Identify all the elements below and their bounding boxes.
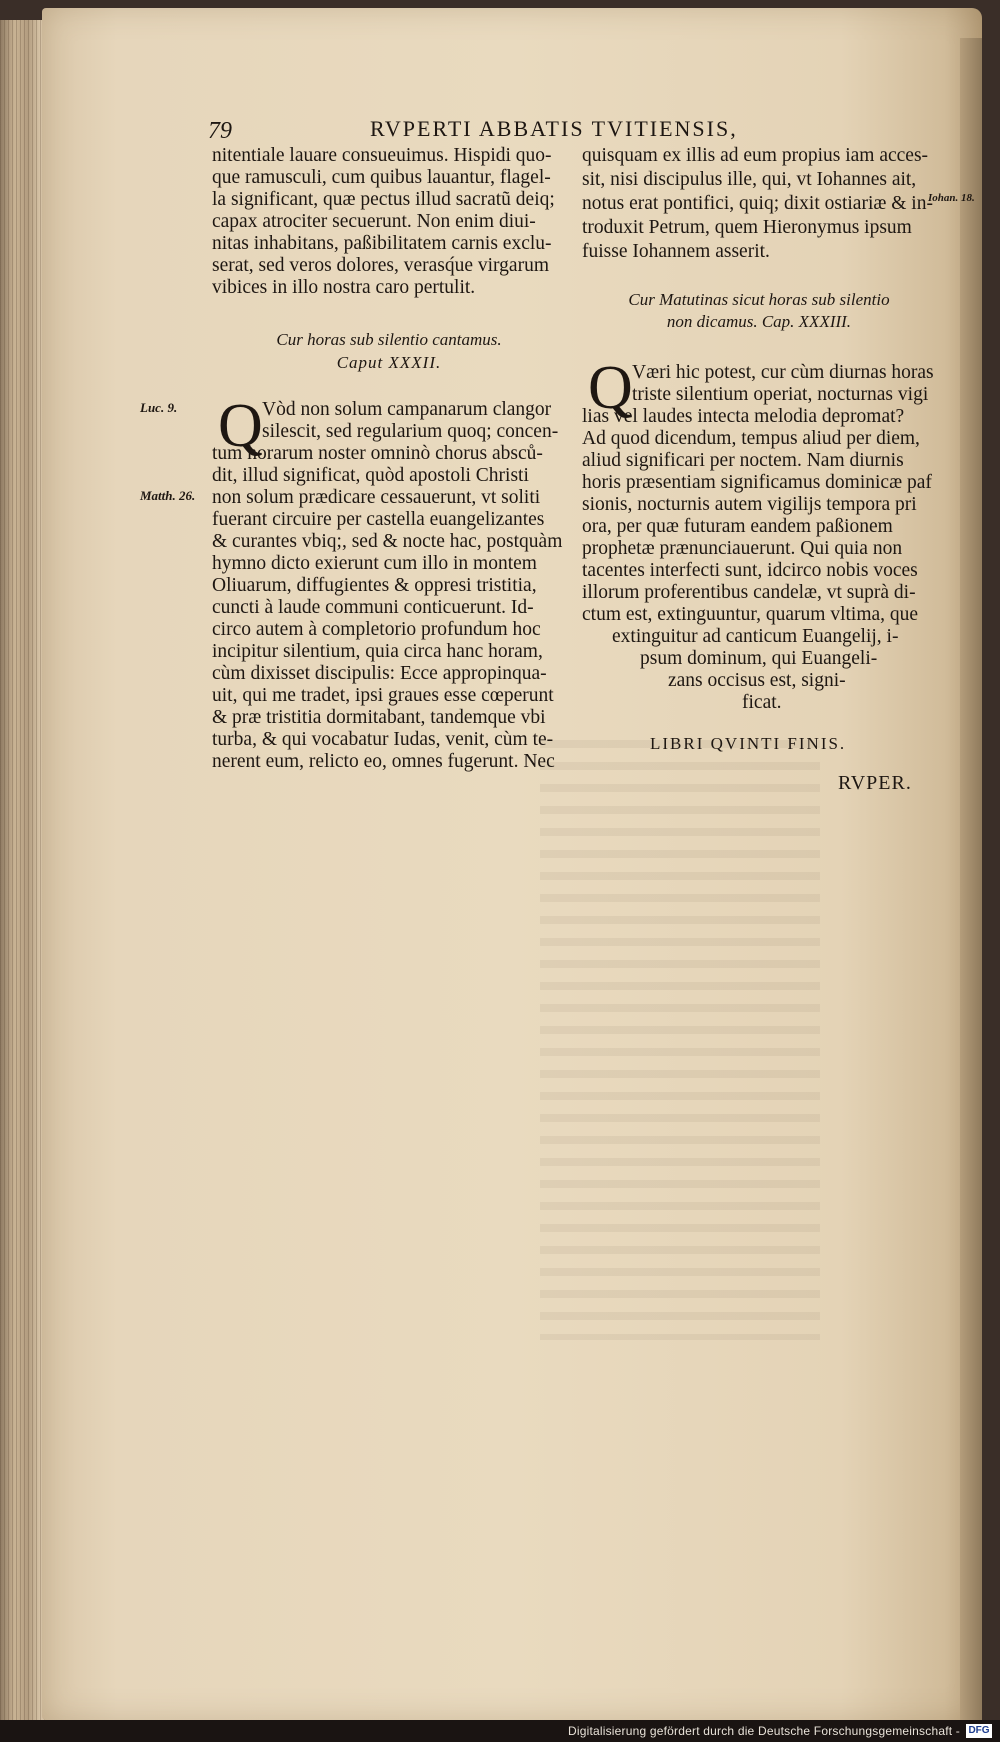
text-line: psum dominum, qui Euangeli- xyxy=(640,648,878,669)
chapter-title-33: Cur Matutinas sicut horas sub silentio xyxy=(628,290,890,309)
text-line: prophetæ prænunciauerunt. Qui quia non xyxy=(582,538,903,559)
text-line: que ramusculi, cum quibus lauantur, flagel- xyxy=(212,167,551,188)
text-line: notus erat pontifici, quiq; dixit ostiariæ & in- xyxy=(582,193,933,214)
text-line: circo autem à completorio profundum hoc xyxy=(212,619,541,640)
text-line: silescit, sed regularium quoq; concen- xyxy=(262,421,559,442)
text-line: ora, per quæ futuram eandem paßionem xyxy=(582,516,893,537)
catchword: RVPER. xyxy=(838,772,912,794)
text-line: Oliuarum, diffugientes & oppresi tristitia, xyxy=(212,575,537,596)
text-line: & præ tristitia dormitabant, tandemque vbi xyxy=(212,707,546,728)
text-line: extinguitur ad canticum Euangelij, i- xyxy=(612,626,899,647)
chapter-number-32: Caput XXXII. xyxy=(336,353,442,372)
text-line: lias vel laudes intecta melodia depromat? xyxy=(582,406,905,427)
margin-note-john: Iohan. 18. xyxy=(928,192,975,204)
drop-initial: Q xyxy=(588,354,633,422)
text-line: turba, & qui vocabatur Iudas, venit, cùm te- xyxy=(212,729,554,750)
text-line: sit, nisi discipulus ille, qui, vt Iohannes ait, xyxy=(582,169,917,190)
text-line: ficat. xyxy=(742,692,782,713)
text-line: nerent eum, relicto eo, omnes fugerunt. Nec xyxy=(212,751,555,772)
text-line: fuerant circuire per castella euangelizantes xyxy=(212,509,545,530)
text-line: aliud significari per noctem. Nam diurnis xyxy=(582,450,904,471)
text-line: troduxit Petrum, quem Hieronymus ipsum xyxy=(582,217,912,238)
text-line: triste silentium operiat, nocturnas vigi xyxy=(632,384,929,405)
footer-credit: Digitalisierung gefördert durch die Deutsche Forschungsgemeinschaft - xyxy=(568,1724,960,1738)
text-line: la significant, quæ pectus illud sacratũ deiq; xyxy=(212,189,555,210)
text-line: capax atrociter secuerunt. Non enim diui- xyxy=(212,211,536,232)
text-line: illorum proferentibus candelæ, vt suprà di- xyxy=(582,582,916,603)
dfg-logo: DFG xyxy=(966,1724,992,1738)
chapter-number-33: non dicamus. Cap. XXXIII. xyxy=(666,312,852,331)
running-head: RVPERTI ABBATIS TVITIENSIS, xyxy=(370,116,738,141)
text-line: Væri hic potest, cur cùm diurnas horas xyxy=(632,362,934,383)
text-line: quisquam ex illis ad eum propius iam acces- xyxy=(582,145,929,166)
text-line: tacentes interfecti sunt, idcirco nobis voces xyxy=(582,560,918,581)
text-line: serat, sed veros dolores, verasq́ue virgarum xyxy=(212,255,549,276)
text-line: hymno dicto exierunt cum illo in montem xyxy=(212,553,537,574)
show-through-bleed xyxy=(540,740,820,1340)
text-line: horis præsentiam significamus dominicæ paf xyxy=(582,472,932,493)
text-line: fuisse Iohannem asserit. xyxy=(582,241,770,262)
text-line: sionis, nocturnis autem vigilijs tempora pri xyxy=(582,494,917,515)
text-line: cùm dixisset discipulis: Ecce appropinqua- xyxy=(212,663,547,684)
text-line: incipitur silentium, quia circa hanc horam, xyxy=(212,641,543,662)
text-line: dit, illud significat, quòd apostoli Christi xyxy=(212,465,529,486)
margin-note-luke: Luc. 9. xyxy=(140,400,178,415)
text-line: Ad quod dicendum, tempus aliud per diem, xyxy=(582,428,920,449)
text-line: nitentiale lauare consueuimus. Hispidi quo- xyxy=(212,145,552,166)
page-right-edge xyxy=(960,38,982,1728)
text-line: uit, qui me tradet, ipsi graues esse cœperunt xyxy=(212,685,554,706)
page-number: 79 xyxy=(208,118,232,144)
book-end-label: LIBRI QVINTI FINIS. xyxy=(650,734,847,753)
text-line: Vòd non solum campanarum clangor xyxy=(262,399,552,420)
margin-note-matthew: Matth. 26. xyxy=(140,488,196,503)
text-line: & curantes vbiq;, sed & nocte hac, postquàm xyxy=(212,531,563,552)
drop-initial: Q xyxy=(218,392,263,460)
text-line: vibices in illo nostra caro pertulit. xyxy=(212,277,476,298)
text-line: ctum est, extinguuntur, quarum vltima, que xyxy=(582,604,919,625)
text-line: tum horarum noster omninò chorus absců- xyxy=(212,443,543,464)
text-line: non solum prædicare cessauerunt, vt soliti xyxy=(212,487,541,508)
text-line: nitas inhabitans, paßibilitatem carnis exclu- xyxy=(212,233,552,254)
text-line: zans occisus est, signi- xyxy=(668,670,846,691)
text-line: cuncti à laude communi conticuerunt. Id- xyxy=(212,597,534,618)
chapter-title-32: Cur horas sub silentio cantamus. xyxy=(276,330,502,349)
